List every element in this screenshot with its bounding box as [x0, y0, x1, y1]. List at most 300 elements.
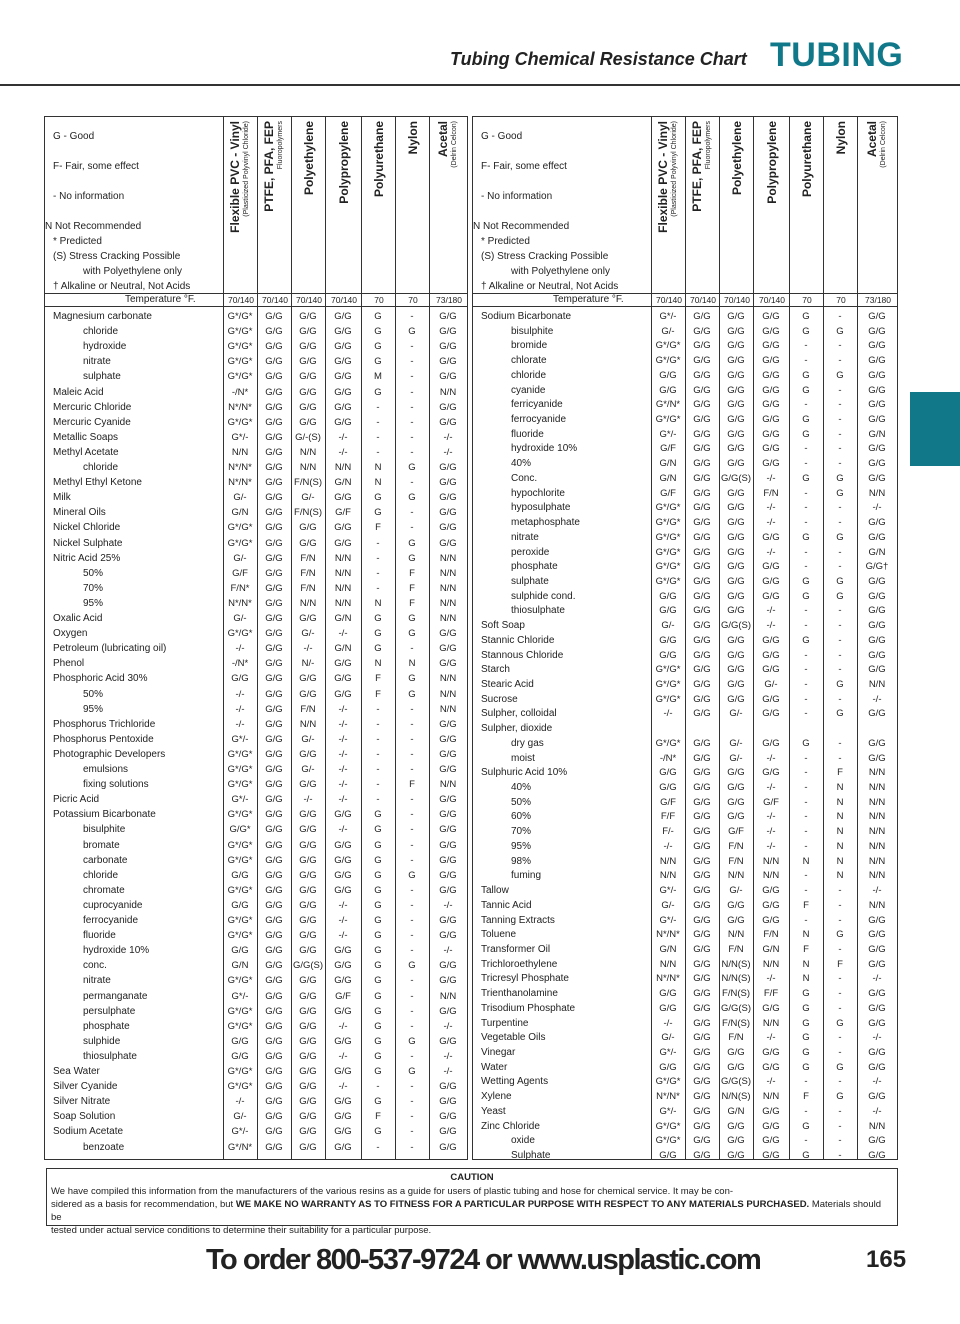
rating-cell: -/- — [766, 782, 776, 794]
rating-cell: - — [838, 988, 842, 1000]
rating-cell: N/N — [334, 552, 352, 564]
page-number: 165 — [866, 1246, 907, 1273]
rating-cell: G/- — [301, 764, 315, 775]
table-row — [45, 973, 467, 988]
rating-cell: - — [838, 752, 842, 764]
rating-cell: G/G — [265, 1066, 283, 1077]
rating-cell: G/- — [233, 552, 247, 564]
rating-cell: -/- — [338, 718, 348, 730]
rating-cell: G/G — [334, 356, 352, 368]
rating-cell: G/-(S) — [295, 431, 321, 443]
table-row — [45, 747, 467, 762]
chemical-name: Nitric Acid 25% — [53, 552, 121, 564]
chemical-name: 50% — [83, 567, 104, 579]
rating-cell: - — [804, 443, 808, 455]
rating-cell: - — [410, 854, 414, 866]
rating-cell: G/- — [729, 885, 743, 897]
rating-cell: G/F — [660, 487, 676, 499]
rating-cell: G/G — [762, 634, 780, 646]
rating-cell: N/N — [439, 582, 457, 594]
table-row — [473, 1016, 897, 1031]
table-row — [45, 1064, 467, 1079]
rating-cell: G — [802, 311, 810, 322]
table-row — [473, 589, 897, 604]
rating-cell: G/G — [265, 1035, 283, 1047]
rating-cell: G/G — [265, 1050, 283, 1062]
rating-cell: G/G — [439, 718, 457, 730]
rating-cell: G/G — [727, 369, 745, 381]
table-row — [473, 471, 897, 486]
rating-cell: - — [410, 431, 414, 443]
rating-cell: N/N — [439, 688, 457, 700]
table-row — [473, 486, 897, 501]
chemical-name: Tallow — [481, 885, 509, 897]
table-row — [45, 1049, 467, 1064]
rating-cell: G/G — [868, 1017, 886, 1029]
column-name: Nylon — [406, 121, 420, 155]
chemical-name: 40% — [511, 782, 532, 794]
table-row — [45, 838, 467, 853]
rating-cell: G — [374, 386, 382, 398]
rating-cell: G — [802, 472, 810, 484]
rating-cell: -/- — [766, 546, 776, 558]
rating-cell: G/G — [334, 854, 352, 866]
rating-cell: G/G — [693, 826, 711, 838]
rating-cell: G/G — [727, 546, 745, 558]
temperature-value: 70/140 — [291, 295, 326, 307]
rating-cell: - — [376, 779, 380, 791]
column-name: PTFE, PFA, FEP — [262, 121, 276, 212]
rating-cell: -/- — [235, 643, 245, 655]
rating-cell: -/- — [766, 840, 776, 852]
table-row — [45, 898, 467, 913]
rating-cell: G/G — [693, 679, 711, 690]
rating-cell: G/G — [727, 355, 745, 367]
chemical-name: chloride — [83, 869, 119, 881]
rating-cell: G/G — [762, 1061, 780, 1073]
rating-cell: G/G — [439, 462, 457, 473]
table-row — [45, 566, 467, 581]
rating-cell: G/G — [727, 796, 745, 808]
rating-cell: - — [376, 537, 380, 549]
rating-cell: G/G — [265, 552, 283, 564]
rating-cell: - — [410, 733, 414, 745]
rating-cell: F/N* — [230, 582, 250, 594]
rating-cell: G/G — [693, 458, 711, 470]
rating-cell: G/G — [334, 371, 352, 383]
chemical-name: chloride — [83, 462, 119, 473]
rating-cell: G*/G* — [227, 311, 253, 322]
rating-cell: G/G(S) — [292, 960, 324, 972]
rating-cell: G/G — [265, 945, 283, 957]
chemical-name: 50% — [83, 688, 104, 700]
rating-cell: - — [410, 416, 414, 428]
rating-cell: G/G — [299, 1126, 317, 1138]
table-row — [45, 354, 467, 369]
rating-cell: F/N(S) — [722, 1017, 750, 1029]
table-row — [45, 732, 467, 747]
rating-cell: G/G — [265, 764, 283, 775]
rating-cell: G/G — [334, 416, 352, 428]
legend-good: G - Good — [53, 131, 95, 142]
rating-cell: G/G — [439, 401, 457, 413]
chemical-name: ferricyanide — [511, 399, 563, 411]
rating-cell: G/G — [762, 649, 780, 661]
rating-cell: G/G — [265, 386, 283, 398]
rating-cell: N/N — [762, 870, 780, 882]
rating-cell: G — [408, 1066, 416, 1077]
rating-cell: G/G — [693, 384, 711, 396]
rating-cell: N/N — [439, 386, 457, 398]
caution-title: CAUTION — [450, 1172, 494, 1183]
chemical-name: Silver Cyanide — [53, 1081, 118, 1093]
rating-cell: G/G — [299, 975, 317, 987]
rating-cell: G/G — [265, 1126, 283, 1138]
rating-cell: G/G(S) — [720, 472, 752, 484]
rating-cell: G/G — [727, 679, 745, 690]
rating-cell: F/N — [728, 840, 744, 852]
rating-cell: G — [836, 472, 844, 484]
rating-cell: - — [410, 311, 414, 322]
column-header — [719, 117, 754, 293]
rating-cell: - — [410, 1096, 414, 1108]
rating-cell: G/G — [299, 341, 317, 353]
column-subname: (Delrin Celcon) — [451, 121, 458, 168]
rating-cell: G/G — [299, 356, 317, 368]
rating-cell: N — [374, 658, 382, 670]
rating-cell: G/G — [265, 688, 283, 700]
chemical-name: Tanning Extracts — [481, 914, 555, 926]
rating-cell: -/- — [338, 733, 348, 745]
column-header-label — [766, 121, 778, 204]
rating-cell: - — [838, 899, 842, 911]
rating-cell: N/N(S) — [721, 958, 751, 970]
rating-cell: - — [376, 733, 380, 745]
rating-cell: -/- — [443, 431, 453, 443]
chemical-name: Mercuric Chloride — [53, 401, 132, 413]
rating-cell: G/G — [762, 369, 780, 381]
rating-cell: G/- — [301, 492, 315, 504]
rating-cell: G/G — [693, 502, 711, 514]
table-row — [473, 574, 897, 589]
table-row — [45, 1140, 467, 1155]
rating-cell: G/G — [693, 428, 711, 440]
rating-cell: -/- — [338, 748, 348, 760]
rating-cell: G/G — [334, 839, 352, 851]
column-header — [789, 117, 824, 293]
chemical-name: Soft Soap — [481, 620, 525, 632]
table-row — [45, 430, 467, 445]
rating-cell: G/G — [868, 458, 886, 470]
rating-cell: - — [838, 355, 842, 367]
rating-cell: G/G — [727, 443, 745, 455]
chemical-name: hydroxide 10% — [511, 443, 578, 455]
chemical-name: Sucrose — [481, 693, 518, 705]
rating-cell: -/- — [766, 472, 776, 484]
rating-cell: G/G — [439, 764, 457, 775]
rating-cell: G*/G* — [227, 628, 253, 640]
rating-cell: - — [804, 561, 808, 573]
temperature-value: 73/180 — [857, 295, 898, 307]
rating-cell: G/F — [763, 796, 779, 808]
rating-cell: - — [410, 794, 414, 806]
rating-cell: - — [804, 1105, 808, 1117]
table-row — [45, 536, 467, 551]
rating-cell: - — [410, 1005, 414, 1017]
rating-cell: N — [802, 958, 810, 970]
rating-cell: -/- — [766, 811, 776, 823]
rating-cell: F/N(S) — [294, 477, 322, 489]
table-row — [473, 515, 897, 530]
rating-cell: G/G — [231, 1035, 249, 1047]
rating-cell: G/- — [729, 752, 743, 764]
table-row — [473, 383, 897, 398]
rating-cell: G*/G* — [227, 764, 253, 775]
rating-cell: G/G — [727, 414, 745, 426]
rating-cell: N/N — [334, 462, 352, 473]
rating-cell: - — [838, 1032, 842, 1044]
rating-cell: G/G — [265, 522, 283, 534]
table-row — [45, 883, 467, 898]
table-row — [473, 662, 897, 677]
rating-cell: - — [838, 546, 842, 558]
rating-cell: G/G — [693, 1120, 711, 1132]
rating-cell: -/- — [766, 973, 776, 985]
column-name: Polypropylene — [337, 121, 351, 204]
rating-cell: G*/- — [659, 1105, 677, 1117]
rating-cell: N/N — [439, 552, 457, 564]
rating-cell: G/G — [265, 748, 283, 760]
rating-cell: G*/G* — [655, 531, 681, 543]
rating-cell: G — [408, 552, 416, 564]
chemical-name: permanganate — [83, 990, 148, 1002]
rating-cell: G/G — [334, 960, 352, 972]
column-subname: Fluoropolymers — [277, 121, 284, 170]
rating-cell: N*/N* — [228, 401, 252, 413]
rating-cell: - — [838, 414, 842, 426]
rating-cell: G/G — [762, 899, 780, 911]
rating-cell: - — [838, 1076, 842, 1088]
rating-cell: - — [804, 487, 808, 499]
rating-cell: G — [374, 613, 382, 624]
rating-cell: G/G — [693, 693, 711, 705]
rating-cell: G — [802, 737, 810, 749]
table-row — [45, 400, 467, 415]
rating-cell: N/N — [868, 767, 886, 779]
table-row — [473, 971, 897, 986]
column-header-label — [437, 121, 461, 168]
table-row — [45, 339, 467, 354]
rating-cell: G — [374, 869, 382, 881]
table-row — [45, 641, 467, 656]
rating-cell: G*/G* — [227, 356, 253, 368]
chemical-name: Mercuric Cyanide — [53, 416, 131, 428]
rating-cell: G/G — [299, 326, 317, 338]
rating-cell: - — [804, 693, 808, 705]
rating-cell: N — [374, 462, 382, 473]
column-header-label — [338, 121, 350, 204]
rating-cell: - — [410, 1126, 414, 1138]
rating-cell: G/G — [868, 1047, 886, 1058]
legend-notrec: N Not Recommended — [45, 221, 142, 232]
rating-cell: G/G — [868, 590, 886, 602]
chemical-name: Stearic Acid — [481, 679, 534, 690]
chemical-name: Magnesium carbonate — [53, 311, 152, 322]
rating-cell: G — [836, 531, 844, 543]
rating-cell: G/G — [265, 718, 283, 730]
rating-cell: N/N — [439, 567, 457, 579]
chemical-name: hypochlorite — [511, 487, 565, 499]
rating-cell: G/F — [335, 507, 351, 519]
table-row — [473, 780, 897, 795]
legend-predicted: * Predicted — [481, 236, 530, 247]
rating-cell: G/G — [265, 416, 283, 428]
column-header — [651, 117, 686, 293]
rating-cell: -/- — [766, 605, 776, 617]
chemical-name: chlorate — [511, 355, 547, 367]
rating-cell: N/N — [439, 990, 457, 1002]
rating-cell: G/G — [265, 930, 283, 942]
rating-cell: G*/- — [659, 914, 677, 926]
rating-cell: N — [836, 811, 844, 823]
rating-cell: F — [375, 522, 381, 534]
rating-cell: G/F — [335, 990, 351, 1002]
rating-cell: F — [803, 943, 809, 955]
rating-cell: - — [376, 1141, 380, 1153]
rating-cell: - — [410, 718, 414, 730]
rating-cell: G/G — [299, 1020, 317, 1032]
table-row — [45, 1079, 467, 1094]
rating-cell: - — [410, 401, 414, 413]
chemical-name: 60% — [511, 811, 532, 823]
rating-cell: G/G — [727, 531, 745, 543]
rating-cell: F/N — [300, 567, 316, 579]
rating-cell: G/G — [334, 386, 352, 398]
rating-cell: F — [803, 1091, 809, 1103]
table-row — [45, 928, 467, 943]
section-tab-marker — [910, 392, 960, 466]
rating-cell: G*/G* — [227, 915, 253, 926]
table-row — [473, 957, 897, 972]
rating-cell: -/- — [443, 446, 453, 458]
chemical-name: fluoride — [83, 930, 116, 942]
rating-cell: -/- — [338, 764, 348, 775]
chemical-name: Trisodium Phosphate — [481, 1002, 576, 1014]
rating-cell: G/G — [439, 311, 457, 322]
chemical-name: cyanide — [511, 384, 546, 396]
order-info[interactable]: To order 800-537-9724 or www.usplastic.com — [206, 1244, 761, 1276]
rating-cell: N/N — [439, 779, 457, 791]
table-row — [473, 1133, 897, 1148]
rating-cell: N/N — [299, 462, 317, 473]
rating-cell: F/N — [763, 487, 779, 499]
table-row — [45, 551, 467, 566]
rating-cell: G/G — [334, 884, 352, 896]
rating-cell: G/G — [299, 522, 317, 534]
rating-cell: G/N — [659, 943, 677, 955]
rating-cell: N*/N* — [656, 929, 680, 941]
rating-cell: G/G — [762, 885, 780, 897]
rating-cell: - — [838, 885, 842, 897]
rating-cell: G/G — [439, 915, 457, 926]
table-row — [45, 581, 467, 596]
rating-cell: G — [374, 1005, 382, 1017]
rating-cell: -/- — [338, 915, 348, 926]
chemical-name: Vinegar — [481, 1047, 516, 1058]
column-header-label — [373, 121, 385, 197]
rating-cell: G/G — [265, 628, 283, 640]
rating-cell: G — [374, 1020, 382, 1032]
rating-cell: -/- — [872, 973, 882, 985]
rating-cell: G — [374, 1126, 382, 1138]
rating-cell: G/G — [727, 561, 745, 573]
rating-cell: N — [836, 796, 844, 808]
table-row — [45, 1019, 467, 1034]
rating-cell: G/G — [727, 1047, 745, 1058]
rating-cell: G/- — [233, 613, 247, 624]
rating-cell: - — [838, 664, 842, 676]
rating-cell: G/G — [693, 708, 711, 720]
rating-cell: G/G — [265, 960, 283, 972]
rating-cell: G/F — [232, 567, 248, 579]
rating-cell: G — [374, 341, 382, 353]
chemical-name: Trichloroethylene — [481, 958, 558, 970]
rating-cell: G/G — [762, 693, 780, 705]
table-row — [473, 927, 897, 942]
rating-cell: - — [804, 517, 808, 529]
rating-cell: G/G — [265, 326, 283, 338]
rating-cell: N — [802, 929, 810, 941]
rating-cell: - — [410, 764, 414, 775]
rating-cell: - — [410, 643, 414, 655]
chemical-name: Photographic Developers — [53, 748, 166, 760]
rating-cell: G/G — [265, 854, 283, 866]
rating-cell: - — [410, 975, 414, 987]
rating-cell: G/G — [868, 649, 886, 661]
rating-cell: G/G — [265, 341, 283, 353]
rating-cell: G/G — [439, 748, 457, 760]
rating-cell: G — [408, 628, 416, 640]
rating-cell: - — [410, 356, 414, 368]
chemical-name: sulphide — [83, 1035, 121, 1047]
rating-cell: -/N* — [231, 658, 249, 670]
rating-cell: G/G — [693, 487, 711, 499]
rating-cell: G — [802, 369, 810, 381]
temperature-value: 70/140 — [719, 295, 754, 307]
rating-cell: G/G — [265, 462, 283, 473]
rating-cell: - — [838, 443, 842, 455]
chemical-name: peroxide — [511, 546, 550, 558]
column-header — [685, 117, 720, 293]
rating-cell: G/G — [265, 537, 283, 549]
table-row — [45, 868, 467, 883]
table-row — [473, 1104, 897, 1119]
rating-cell: G/G — [439, 643, 457, 655]
rating-cell: G/G — [299, 1005, 317, 1017]
column-header — [257, 117, 292, 293]
rating-cell: G — [374, 507, 382, 519]
rating-cell: G/G — [762, 1135, 780, 1147]
rating-cell: G/G — [727, 458, 745, 470]
rating-cell: G/G — [439, 930, 457, 942]
rating-cell: G/G — [762, 1105, 780, 1117]
rating-cell: G/G — [265, 613, 283, 624]
rating-cell: G*/G* — [227, 1066, 253, 1077]
rating-cell: G/G — [659, 634, 677, 646]
rating-cell: G — [374, 960, 382, 972]
rating-cell: G/G — [231, 673, 249, 685]
column-name: Flexible PVC - Vinyl — [656, 121, 670, 233]
